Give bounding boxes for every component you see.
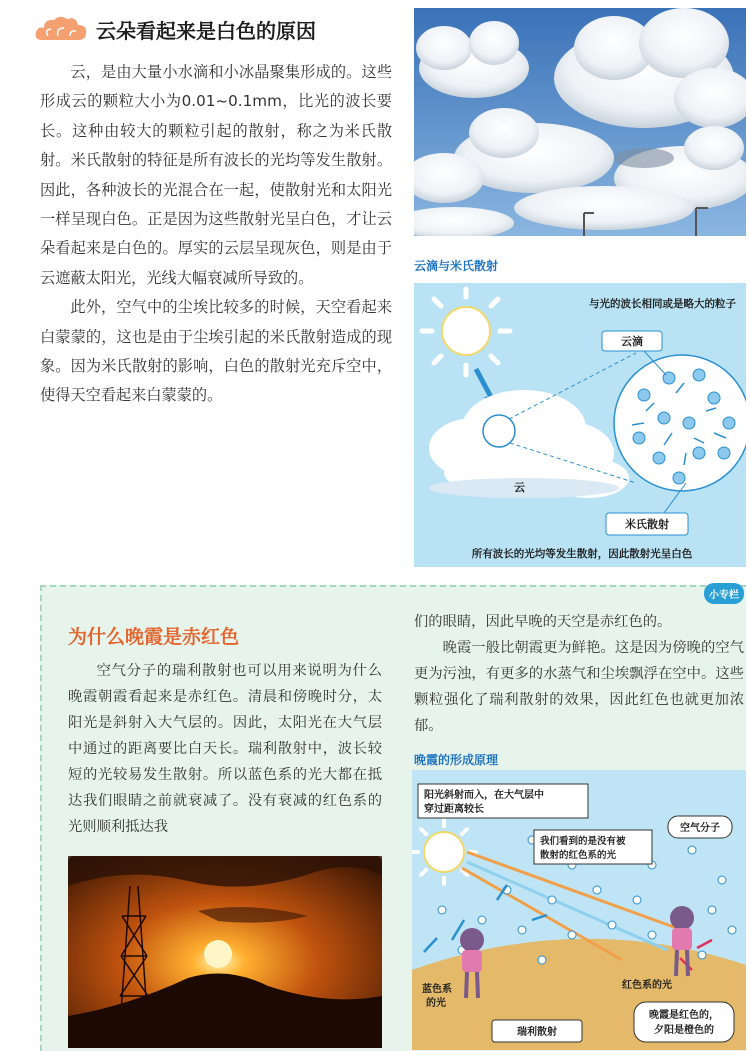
- cloud-photo: [414, 8, 746, 236]
- special-left-text: [68, 658, 382, 840]
- paragraph: 云，是由大量小水滴和小冰晶聚集形成的。这些形成云的颗粒大小为0.01~0.1mm，比光的波长要长。这种由较大的颗粒引起的散射，称之为米氏散射。米氏散射的特征是所有波长的光均等发生散射。因此，各种波长的光混合在一起，使散射光和太阳光一样呈现白色。正是因为这些散射光呈白色，才让云朵看起来是白色的。厚实的云层呈现灰色，则是由于云遮蔽太阳光，光线大幅衰减所导致的。: [40, 63, 392, 287]
- special-column-tag: 小专栏: [704, 583, 744, 604]
- mie-label: 米氏散射: [625, 518, 669, 531]
- section-heading: [34, 14, 316, 44]
- diagram-caption: 云滴与米氏散射: [414, 259, 499, 273]
- air-molecule-label: 空气分子: [680, 823, 720, 834]
- sun-label-line2: 穿过距离较长: [424, 804, 484, 815]
- bubble-line2: 夕阳是橙色的: [654, 1025, 714, 1036]
- bubble-line1: 晚霞是红色的，: [649, 1010, 719, 1021]
- paragraph: 此外，空气中的尘埃比较多的时候，天空看起来白蒙蒙的，这也是由于尘埃引起的米氏散射造成的现象。因为米氏散射的影响，白色的散射光充斥空中，使得天空看起来白蒙蒙的。: [40, 298, 392, 405]
- paragraph: 空气分子的瑞利散射也可以用来说明为什么晚霞朝霞看起来是赤红色。清晨和傍晚时分，太阳光是斜射入大气层的。因此，太阳光在大气层中通过的距离要比白天长。瑞利散射中，波长较短的光较易发生散射。所以蓝色系的光大都在抵达我们眼睛之前就衰减了。没有衰减的红色系的光则顺利抵达我: [68, 663, 382, 835]
- paragraph: 晚霞一般比朝霞更为鲜艳。这是因为傍晚的空气更为污浊，有更多的水蒸气和尘埃飘浮在空中。这些颗粒强化了瑞利散射的效果，因此红色也就更加浓郁。: [414, 640, 744, 734]
- body-text: [40, 58, 392, 411]
- blue-light-label-line2: 的光: [426, 998, 446, 1009]
- diagram-caption: 晚霞的形成原理: [414, 753, 499, 767]
- cloud-label: 云: [514, 481, 525, 494]
- red-light-label: 红色系的光: [622, 980, 672, 991]
- sunset-formation-diagram: [412, 770, 746, 1050]
- sun-label-line1: 阳光斜射而入，在大气层中: [424, 790, 544, 801]
- blue-light-label-line1: 蓝色系: [422, 984, 452, 995]
- red-light-label-line2: 散射的红色系的光: [540, 850, 617, 861]
- special-column-title: 为什么晚霞是赤红色: [68, 626, 240, 648]
- mie-scattering-diagram: [414, 283, 746, 567]
- particle-label: 与光的波长相同或是略大的粒子: [589, 298, 736, 310]
- diagram-bottom-text: 所有波长的光均等发生散射，因此散射光呈白色: [471, 548, 693, 560]
- rayleigh-label: 瑞利散射: [517, 1027, 557, 1038]
- special-right-text: [414, 609, 744, 739]
- droplet-label: 云滴: [621, 335, 643, 348]
- section-title: 云朵看起来是白色的原因: [96, 18, 316, 43]
- red-light-label-line1: 我们看到的是没有被: [540, 836, 626, 847]
- paragraph: 们的眼睛，因此早晚的天空是赤红色的。: [414, 614, 672, 630]
- sunset-photo: [68, 856, 382, 1048]
- cloud-badge-icon: [34, 14, 88, 44]
